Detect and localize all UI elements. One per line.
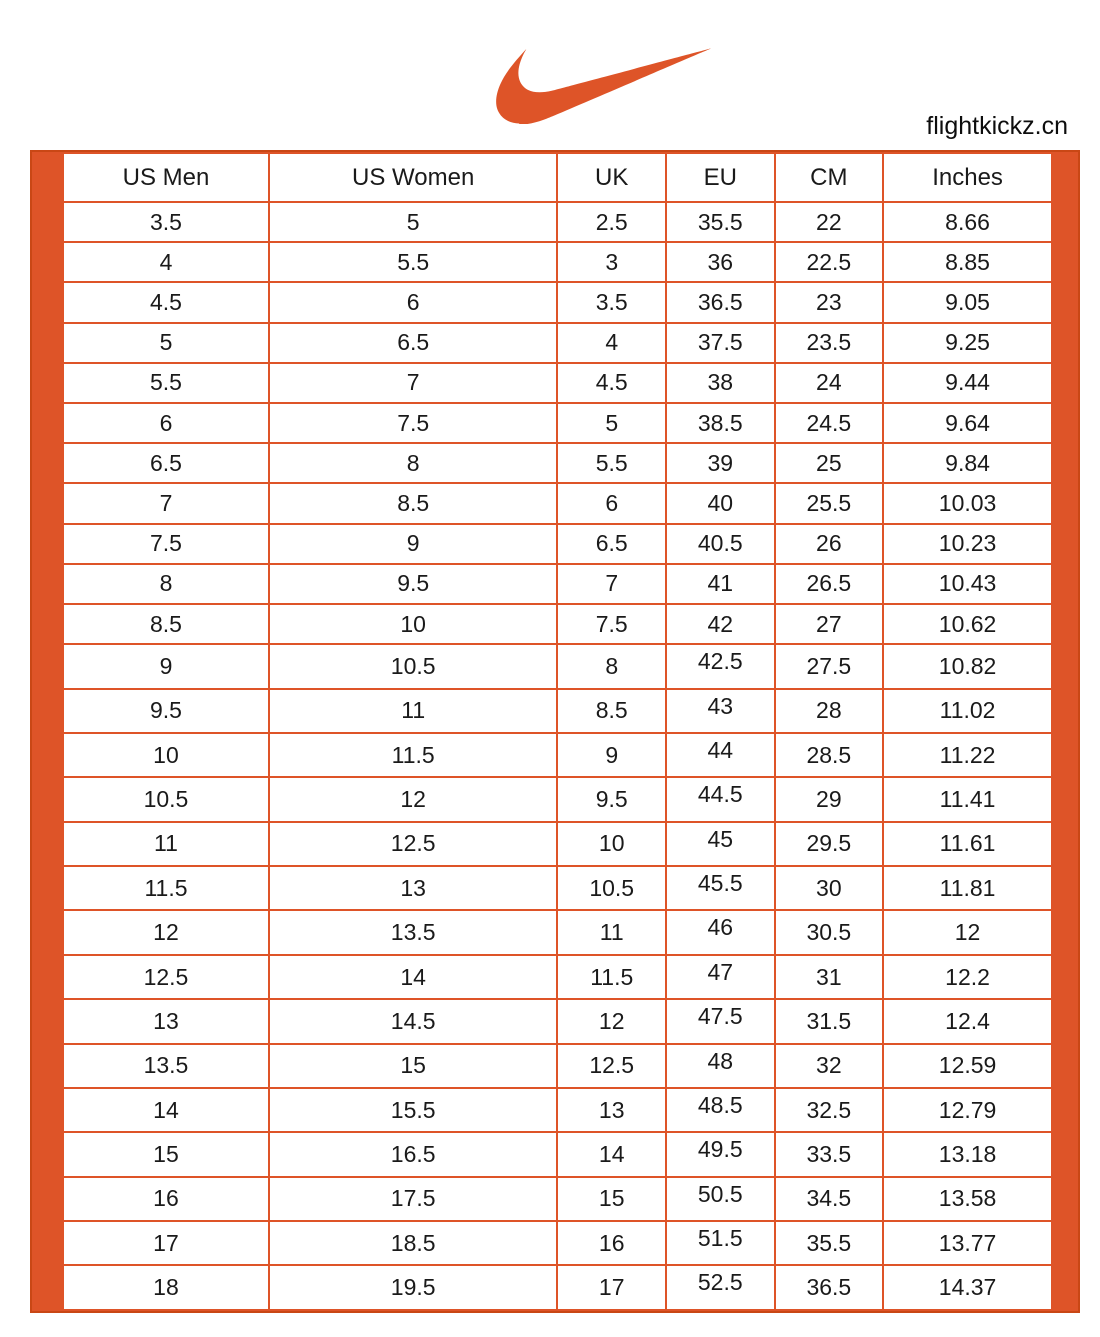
table-cell: 4 [63,242,269,282]
table-cell: 16 [557,1221,666,1265]
table-cell: 25 [775,443,884,483]
table-cell: 44 [666,733,775,777]
table-cell: 14 [557,1132,666,1176]
table-row [63,282,1052,322]
table-row [63,822,1052,866]
table-cell: 28.5 [775,733,884,777]
table-cell: 13.77 [883,1221,1052,1265]
table-cell: 6.5 [557,524,666,564]
table-cell: 8.5 [63,604,269,644]
table-row [63,1088,1052,1132]
website-label: flightkickz.cn [926,112,1068,140]
table-cell: 10.03 [883,483,1052,523]
table-cell: 41 [666,564,775,604]
table-cell: 40.5 [666,524,775,564]
table-cell: 4.5 [557,363,666,403]
table-cell: 9.5 [63,689,269,733]
table-row [63,644,1052,688]
table-cell: 23 [775,282,884,322]
table-cell: 32 [775,1044,884,1088]
table-cell: 8.5 [557,689,666,733]
table-cell: 5.5 [557,443,666,483]
column-header: CM [775,153,884,202]
table-cell: 38 [666,363,775,403]
right-accent-strip [1053,152,1078,1311]
table-cell: 4 [557,323,666,363]
table-cell: 12.2 [883,955,1052,999]
table-cell: 36.5 [666,282,775,322]
table-cell: 18.5 [269,1221,558,1265]
table-cell: 9.05 [883,282,1052,322]
table-cell: 51.5 [666,1221,775,1265]
table-row [63,1177,1052,1221]
table-body [63,202,1052,1310]
table-cell: 5 [557,403,666,443]
table-cell: 12 [63,910,269,954]
table-cell: 12.59 [883,1044,1052,1088]
table-cell: 15.5 [269,1088,558,1132]
table-cell: 11.5 [269,733,558,777]
table-cell: 8 [63,564,269,604]
table-cell: 30 [775,866,884,910]
column-header: US Men [63,153,269,202]
size-conversion-table [62,152,1053,1311]
table-cell: 10 [557,822,666,866]
table-cell: 32.5 [775,1088,884,1132]
table-cell: 47 [666,955,775,999]
table-cell: 11.5 [557,955,666,999]
table-cell: 36.5 [775,1265,884,1310]
table-cell: 13.58 [883,1177,1052,1221]
table-cell: 10.23 [883,524,1052,564]
table-row [63,910,1052,954]
table-cell: 10.43 [883,564,1052,604]
left-accent-strip [32,152,62,1311]
table-cell: 11.41 [883,777,1052,821]
table-cell: 10 [63,733,269,777]
table-row [63,777,1052,821]
table-cell: 24.5 [775,403,884,443]
nike-swoosh-icon [453,28,721,124]
table-cell: 10.62 [883,604,1052,644]
table-cell: 9.84 [883,443,1052,483]
table-cell: 15 [269,1044,558,1088]
size-table-frame [30,150,1080,1313]
table-cell: 43 [666,689,775,733]
table-row [63,733,1052,777]
table-cell: 8 [269,443,558,483]
table-cell: 49.5 [666,1132,775,1176]
table-row [63,689,1052,733]
table-cell: 6 [269,282,558,322]
table-cell: 10 [269,604,558,644]
table-cell: 45.5 [666,866,775,910]
table-cell: 9 [269,524,558,564]
table-cell: 17.5 [269,1177,558,1221]
table-row [63,1265,1052,1310]
table-cell: 12 [557,999,666,1043]
table-cell: 44.5 [666,777,775,821]
table-cell: 22 [775,202,884,242]
table-cell: 13.5 [269,910,558,954]
table-cell: 8.5 [269,483,558,523]
table-cell: 31 [775,955,884,999]
table-cell: 8.66 [883,202,1052,242]
table-cell: 12 [883,910,1052,954]
table-cell: 7 [557,564,666,604]
column-header: US Women [269,153,558,202]
table-cell: 17 [557,1265,666,1310]
table-cell: 34.5 [775,1177,884,1221]
table-cell: 48 [666,1044,775,1088]
table-cell: 16.5 [269,1132,558,1176]
table-cell: 7.5 [269,403,558,443]
table-row [63,1221,1052,1265]
table-cell: 8 [557,644,666,688]
table-cell: 6.5 [63,443,269,483]
table-row [63,999,1052,1043]
table-cell: 42 [666,604,775,644]
table-cell: 15 [557,1177,666,1221]
table-cell: 10.5 [269,644,558,688]
table-cell: 19.5 [269,1265,558,1310]
table-row [63,1132,1052,1176]
table-cell: 14 [63,1088,269,1132]
table-cell: 11.02 [883,689,1052,733]
nike-logo [453,28,721,124]
table-cell: 36 [666,242,775,282]
table-row [63,202,1052,242]
column-header: UK [557,153,666,202]
table-cell: 9.44 [883,363,1052,403]
table-cell: 13 [269,866,558,910]
table-cell: 17 [63,1221,269,1265]
table-cell: 5.5 [269,242,558,282]
table-cell: 7 [63,483,269,523]
table-cell: 9 [557,733,666,777]
table-cell: 5 [63,323,269,363]
table-cell: 42.5 [666,644,775,688]
table-row [63,564,1052,604]
table-row [63,242,1052,282]
table-cell: 9.5 [269,564,558,604]
table-cell: 11 [557,910,666,954]
table-cell: 10.5 [63,777,269,821]
table-row [63,443,1052,483]
table-cell: 26 [775,524,884,564]
column-header: EU [666,153,775,202]
table-cell: 27 [775,604,884,644]
table-cell: 11.81 [883,866,1052,910]
table-cell: 3 [557,242,666,282]
table-cell: 13.18 [883,1132,1052,1176]
table-cell: 48.5 [666,1088,775,1132]
table-row [63,403,1052,443]
table-cell: 12.4 [883,999,1052,1043]
table-row [63,866,1052,910]
table-header [63,153,1052,202]
table-cell: 5 [269,202,558,242]
table-cell: 26.5 [775,564,884,604]
table-cell: 11.61 [883,822,1052,866]
table-cell: 9.25 [883,323,1052,363]
table-cell: 31.5 [775,999,884,1043]
table-cell: 3.5 [63,202,269,242]
table-row [63,323,1052,363]
table-row [63,524,1052,564]
table-cell: 24 [775,363,884,403]
table-cell: 3.5 [557,282,666,322]
table-cell: 39 [666,443,775,483]
table-cell: 13 [557,1088,666,1132]
table-cell: 2.5 [557,202,666,242]
table-cell: 23.5 [775,323,884,363]
table-cell: 38.5 [666,403,775,443]
table-cell: 12 [269,777,558,821]
table-row [63,604,1052,644]
table-cell: 11.22 [883,733,1052,777]
table-cell: 46 [666,910,775,954]
table-cell: 13 [63,999,269,1043]
table-cell: 35.5 [775,1221,884,1265]
table-cell: 12.5 [269,822,558,866]
table-cell: 11 [63,822,269,866]
table-cell: 15 [63,1132,269,1176]
table-cell: 25.5 [775,483,884,523]
table-cell: 6.5 [269,323,558,363]
table-cell: 7 [269,363,558,403]
table-cell: 18 [63,1265,269,1310]
table-cell: 50.5 [666,1177,775,1221]
table-cell: 6 [63,403,269,443]
table-cell: 14.37 [883,1265,1052,1310]
table-row [63,363,1052,403]
table-cell: 22.5 [775,242,884,282]
table-cell: 35.5 [666,202,775,242]
table-cell: 7.5 [63,524,269,564]
table-cell: 9 [63,644,269,688]
table-cell: 33.5 [775,1132,884,1176]
table-cell: 9.5 [557,777,666,821]
table-cell: 10.5 [557,866,666,910]
table-cell: 45 [666,822,775,866]
table-cell: 30.5 [775,910,884,954]
table-cell: 14 [269,955,558,999]
table-cell: 10.82 [883,644,1052,688]
table-cell: 11 [269,689,558,733]
table-cell: 12.5 [557,1044,666,1088]
table-cell: 11.5 [63,866,269,910]
table-row [63,955,1052,999]
header-row [63,153,1052,202]
table-cell: 40 [666,483,775,523]
table-cell: 29 [775,777,884,821]
table-cell: 27.5 [775,644,884,688]
table-cell: 9.64 [883,403,1052,443]
table-cell: 8.85 [883,242,1052,282]
table-cell: 4.5 [63,282,269,322]
table-cell: 12.79 [883,1088,1052,1132]
table-cell: 16 [63,1177,269,1221]
table-cell: 29.5 [775,822,884,866]
table-cell: 37.5 [666,323,775,363]
table-cell: 52.5 [666,1265,775,1310]
table-cell: 7.5 [557,604,666,644]
table-cell: 13.5 [63,1044,269,1088]
table-cell: 6 [557,483,666,523]
column-header: Inches [883,153,1052,202]
table-cell: 14.5 [269,999,558,1043]
table-cell: 47.5 [666,999,775,1043]
table-cell: 12.5 [63,955,269,999]
table-cell: 5.5 [63,363,269,403]
table-row [63,483,1052,523]
table-cell: 28 [775,689,884,733]
table-row [63,1044,1052,1088]
